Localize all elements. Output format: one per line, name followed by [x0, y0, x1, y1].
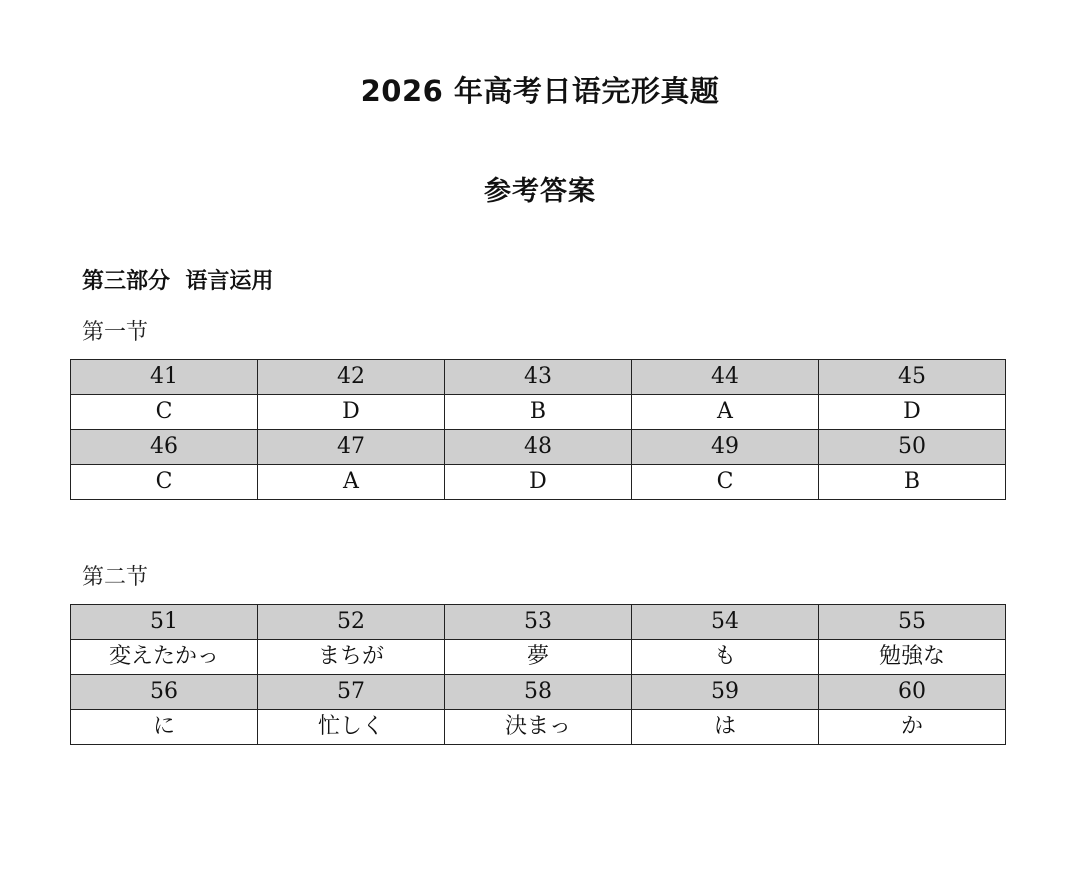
answer-cell: A — [258, 465, 445, 500]
question-number-row — [71, 430, 1006, 465]
answer-table-section-1 — [70, 359, 1006, 500]
question-number-cell: 49 — [632, 430, 819, 465]
answer-cell: A — [632, 395, 819, 430]
answer-row — [71, 395, 1006, 430]
question-number-cell: 44 — [632, 360, 819, 395]
answer-cell: に — [71, 710, 258, 745]
question-number-cell: 41 — [71, 360, 258, 395]
answer-cell: 忙しく — [258, 710, 445, 745]
question-number-row — [71, 360, 1006, 395]
answer-cell: D — [258, 395, 445, 430]
answer-cell: は — [632, 710, 819, 745]
answer-cell: D — [819, 395, 1006, 430]
answer-cell: 夢 — [445, 640, 632, 675]
question-number-cell: 55 — [819, 605, 1006, 640]
section-label: 第二节 — [82, 565, 149, 590]
answer-cell: か — [819, 710, 1006, 745]
question-number-row — [71, 675, 1006, 710]
answer-cell: も — [632, 640, 819, 675]
section-label: 第一节 — [82, 320, 149, 345]
answer-row — [71, 640, 1006, 675]
answer-cell: C — [71, 465, 258, 500]
question-number-cell: 52 — [258, 605, 445, 640]
question-number-row — [71, 605, 1006, 640]
answer-table-section-2 — [70, 604, 1006, 745]
question-number-cell: 60 — [819, 675, 1006, 710]
question-number-cell: 43 — [445, 360, 632, 395]
answer-cell: まちが — [258, 640, 445, 675]
question-number-cell: 56 — [71, 675, 258, 710]
question-number-cell: 42 — [258, 360, 445, 395]
answer-cell: B — [819, 465, 1006, 500]
question-number-cell: 46 — [71, 430, 258, 465]
answer-cell: C — [632, 465, 819, 500]
question-number-cell: 47 — [258, 430, 445, 465]
answer-row — [71, 710, 1006, 745]
question-number-cell: 48 — [445, 430, 632, 465]
question-number-cell: 50 — [819, 430, 1006, 465]
answer-cell: 勉強な — [819, 640, 1006, 675]
question-number-cell: 54 — [632, 605, 819, 640]
question-number-cell: 59 — [632, 675, 819, 710]
document-title: 2026 年高考日语完形真题 — [360, 74, 720, 108]
answer-key-heading: 参考答案 — [484, 176, 596, 207]
answer-cell: C — [71, 395, 258, 430]
answer-cell: 変えたかっ — [71, 640, 258, 675]
question-number-cell: 58 — [445, 675, 632, 710]
answer-cell: 決まっ — [445, 710, 632, 745]
question-number-cell: 53 — [445, 605, 632, 640]
question-number-cell: 45 — [819, 360, 1006, 395]
part-heading: 第三部分 语言运用 — [82, 269, 274, 294]
answer-cell: D — [445, 465, 632, 500]
answer-cell: B — [445, 395, 632, 430]
answer-row — [71, 465, 1006, 500]
question-number-cell: 57 — [258, 675, 445, 710]
question-number-cell: 51 — [71, 605, 258, 640]
